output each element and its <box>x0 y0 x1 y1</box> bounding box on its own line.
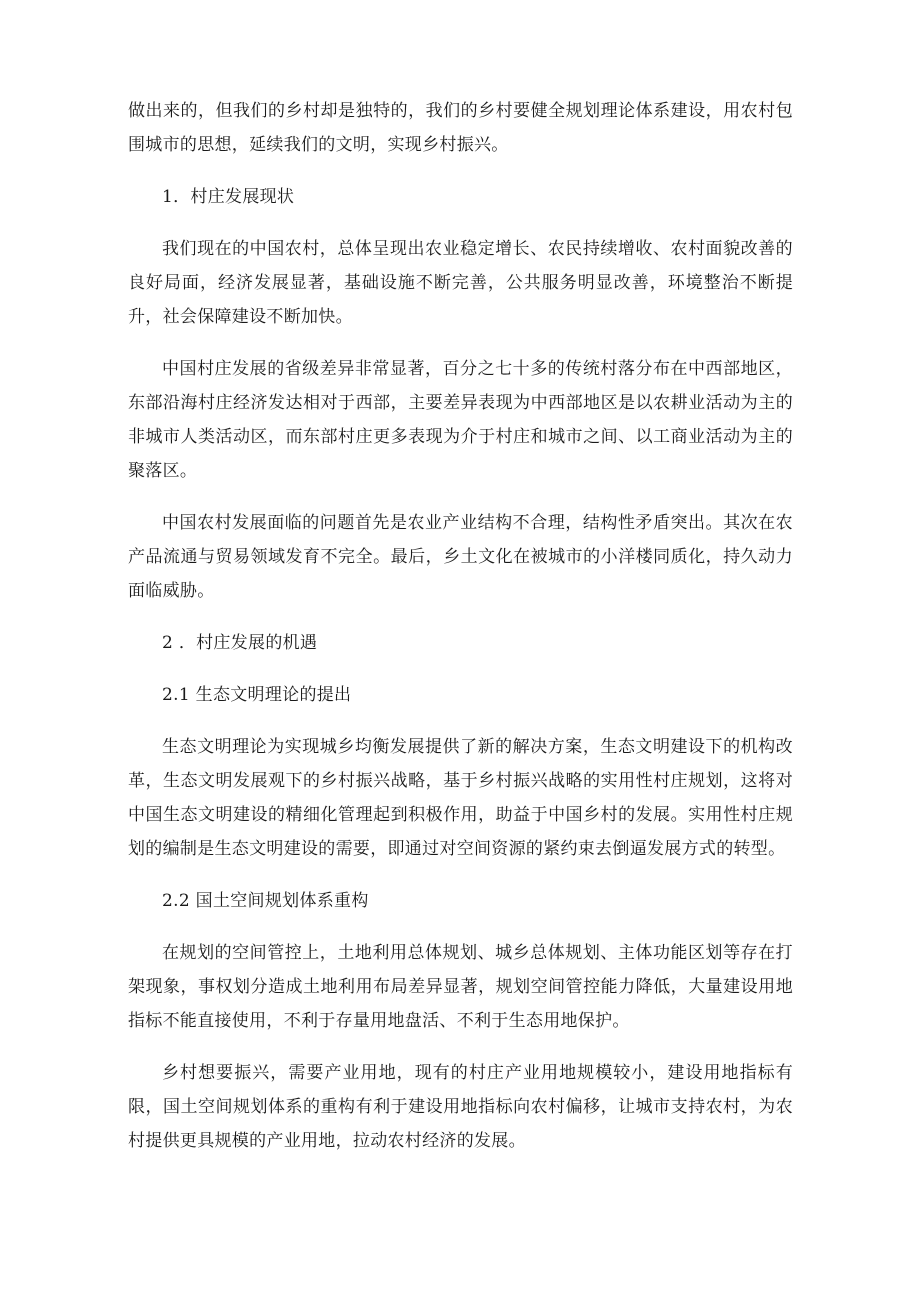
heading-section-1: 1．村庄发展现状 <box>162 187 295 207</box>
paragraph-intro: 做出来的，但我们的乡村却是独特的，我们的乡村要健全规划理论体系建设，用农村包围城市的思想，延续我们的文明，实现乡村振兴。 <box>128 101 793 155</box>
paragraph-current-status: 我们现在的中国农村，总体呈现出农业稳定增长、农民持续增收、农村面貌改善的良好局面，经济发展显著，基础设施不断完善，公共服务明显改善，环境整治不断提升，社会保障建设不断加快。 <box>128 239 793 327</box>
heading-section-2-2: 2.2 国土空间规划体系重构 <box>162 891 369 911</box>
heading-section-2: 2 ．村庄发展的机遇 <box>162 633 318 653</box>
paragraph-problems: 中国农村发展面临的问题首先是农业产业结构不合理，结构性矛盾突出。其次在农产品流通与贸易领域发育不完全。最后，乡土文化在被城市的小洋楼同质化，持久动力面临威胁。 <box>128 513 793 601</box>
paragraph-ecological-civilization: 生态文明理论为实现城乡均衡发展提供了新的解决方案，生态文明建设下的机构改革，生态文明发展观下的乡村振兴战略，基于乡村振兴战略的实用性村庄规划，这将对中国生态文明建设的精细化管理起到积极作用，助益于中国乡村的发展。实用性村庄规划的编制是生态文明建设的需要，即通过对空间资源的紧约束去倒逼发展方式的转型。 <box>128 737 793 859</box>
paragraph-spatial-control: 在规划的空间管控上，土地利用总体规划、城乡总体规划、主体功能区划等存在打架现象，事权划分造成土地利用布局差异显著，规划空间管控能力降低，大量建设用地指标不能直接使用，不利于存量用地盘活、不利于生态用地保护。 <box>128 943 793 1031</box>
heading-section-2-1: 2.1 生态文明理论的提出 <box>162 685 352 705</box>
paragraph-regional-differences: 中国村庄发展的省级差异非常显著，百分之七十多的传统村落分布在中西部地区，东部沿海村庄经济发达相对于西部，主要差异表现为中西部地区是以农耕业活动为主的非城市人类活动区，而东部村庄更多表现为介于村庄和城市之间、以工商业活动为主的聚落区。 <box>128 359 793 481</box>
document-page <box>128 94 793 1158</box>
paragraph-rural-revitalization: 乡村想要振兴，需要产业用地，现有的村庄产业用地规模较小，建设用地指标有限，国土空间规划体系的重构有利于建设用地指标向农村偏移，让城市支持农村，为农村提供更具规模的产业用地，拉动农村经济的发展。 <box>128 1063 793 1151</box>
